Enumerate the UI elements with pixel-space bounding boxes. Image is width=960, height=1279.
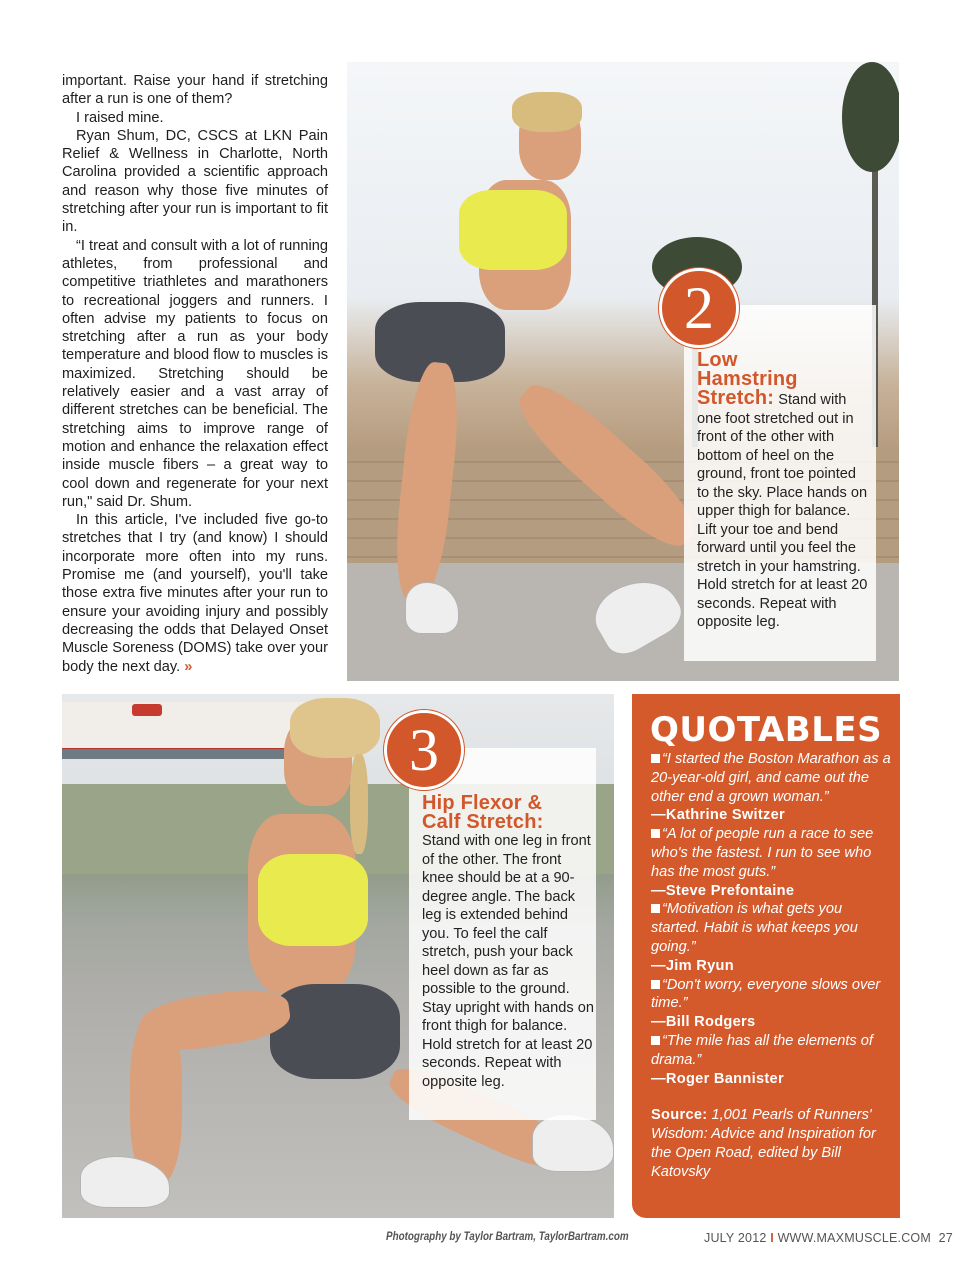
quote-author: —Jim Ryun [651, 957, 734, 974]
building-sign [132, 704, 162, 716]
step-2-title-line-1: Low [697, 349, 738, 371]
paragraph-2: I raised mine. [76, 109, 164, 126]
bullet-square-icon [651, 1036, 660, 1045]
quote-text: “A lot of people run a race to see who's the fastest. I run to see who has the most guts.” [651, 826, 874, 880]
quote-author: —Steve Prefontaine [651, 882, 795, 899]
source-text: 1,001 Pearls of Runners' Wisdom: Advice and Inspiration for the Open Road, edited by Bill Katovsky [651, 1107, 876, 1180]
paragraph-5 [62, 511, 328, 676]
quote-author: —Roger Bannister [651, 1070, 784, 1087]
step-3-title-line-1: Hip Flexor & [422, 792, 543, 814]
quote-text: “I started the Boston Marathon as a 20-year-old girl, and came out the other end a grown woman.” [651, 751, 891, 805]
page-folio [704, 1231, 953, 1245]
website: WWW.MAXMUSCLE.COM [777, 1231, 931, 1245]
folio-separator: I [770, 1231, 774, 1245]
step-2-title-line-2: Hamstring [697, 368, 798, 390]
step-3-box [409, 748, 596, 1120]
step-3-title-line-2: Calf Stretch: [422, 811, 544, 833]
step-2-title-line-3: Stretch: [697, 387, 775, 409]
runner-2-shorts [270, 984, 400, 1079]
continue-arrow-icon: » [184, 658, 193, 675]
parked-cars [62, 749, 322, 759]
step-3-number-badge: 3 [384, 710, 464, 790]
runner-sports-bra [459, 190, 567, 270]
bullet-square-icon [651, 754, 660, 763]
bullet-square-icon [651, 904, 660, 913]
step-2-body [697, 389, 872, 632]
quotables-heading: QUOTABLES [650, 710, 883, 750]
quote-list [651, 750, 891, 1182]
step-2-number-badge: 2 [659, 268, 739, 348]
runner-hair [512, 92, 582, 132]
step-2-box [684, 305, 876, 661]
quote-author: —Kathrine Switzer [651, 807, 786, 824]
step-3-text: Stand with one leg in front of the other. The front knee should be at a 90-degree angle. The back leg is extended behind you. To feel the calf stretch, push your back heel down as far as possible to the ground. Stay upright with hands on front thigh for balance. Hold stretch for at least 20 seconds. Repeat with opposite leg. [422, 833, 594, 1090]
runner-2-hair [290, 698, 380, 758]
bullet-square-icon [651, 829, 660, 838]
paragraph-1: important. Raise your hand if stretching after a run is one of them? [62, 73, 328, 108]
bullet-square-icon [651, 980, 660, 989]
quote-item [651, 900, 891, 975]
quote-text: “Don't worry, everyone slows over time.” [651, 976, 881, 1012]
paragraph-3: Ryan Shum, DC, CSCS at LKN Pain Relief & Wellness in Charlotte, North Carolina provided a scientific approach and reason why those five minutes of stretching after your run is important to fit in. [62, 127, 328, 236]
quote-item [651, 976, 891, 1032]
runner-2-back-shoe [532, 1114, 614, 1172]
quote-author: —Bill Rodgers [651, 1014, 756, 1031]
quote-source [651, 1106, 891, 1181]
quote-item [651, 750, 891, 825]
quote-text: “Motivation is what gets you started. Habit is what keeps you going.” [651, 901, 858, 955]
photo-credit: Photography by Taylor Bartram, TaylorBartram.com [386, 1229, 629, 1243]
source-label: Source: [651, 1107, 708, 1124]
background-building [62, 702, 312, 752]
paragraph-4: “I treat and consult with a lot of running athletes, from professional and competitive triathletes and marathoners to recreational joggers and runners. I often advise my patients to focus on stretching after a run as your body temperature and blood flow to muscles is maximized. Stretching should be relatively easier and a vast array of different stretches can be beneficial. The stretching aims to improve range of motion and enhance the relaxation effect inside muscle fibers – a great way to cool down and regenerate for your next run," said Dr. Shum. [62, 237, 328, 510]
runner-2-braid [350, 754, 368, 854]
step-2-text: Stand with one foot stretched out in front of the other with bottom of heel on the ground, front toe pointed to the sky. Place hands on upper thigh for balance. Lift your toe and bend forward until you feel the stretch in your hamstring. Hold stretch for at least 20 seconds. Repeat with opposite leg. [697, 392, 868, 630]
page-number: 27 [938, 1231, 953, 1245]
issue-date: JULY 2012 [704, 1231, 767, 1245]
quote-text: “The mile has all the elements of drama.” [651, 1032, 873, 1068]
paragraph-5-text: In this article, I've included five go-to stretches that I try (and know) I should incorporate more often into my runs. Promise me (and yourself), you'll take those extra five minutes after your run to ensure your avoiding injury and possibly decreasing the odds that Delayed Onset Muscle Soreness (DOMS) take over your body the next day. [62, 512, 329, 675]
quote-item [651, 825, 891, 900]
quote-item [651, 1032, 891, 1088]
palm-tree-crown [842, 62, 899, 172]
article-column [62, 72, 328, 676]
quotables-panel [632, 694, 900, 1218]
runner-2-sports-bra [258, 854, 368, 946]
